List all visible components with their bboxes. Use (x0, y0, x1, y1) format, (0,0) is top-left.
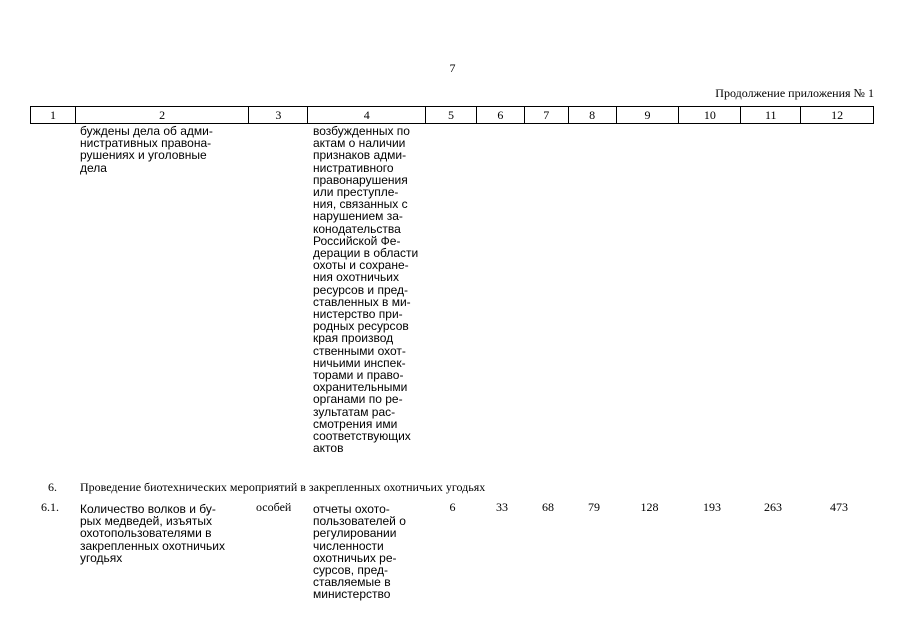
header-col-10: 10 (679, 107, 741, 123)
value-col-11: 263 (764, 500, 782, 514)
header-col-3: 3 (249, 107, 308, 123)
section-number: 6. (48, 480, 57, 494)
row-source: отчеты охото- пользователей о регулировании численности охотничьих ре- сурсов, пред- ставляемые в министерство (313, 502, 406, 602)
header-col-6: 6 (477, 107, 525, 123)
header-col-5: 5 (426, 107, 477, 123)
value-col-8: 79 (588, 500, 600, 514)
row-unit: особей (256, 500, 292, 514)
value-col-9: 128 (640, 500, 659, 514)
header-col-8: 8 (569, 107, 617, 123)
continuation-row-source: возбужденных по актам о наличии признаков адми- нистративного правонарушения или преступле- ния, связанных с нарушением за- конодательства Российской Фе- дерации в области охоты и сохране- ния охотничьих ресурсов и пред- ставленных в ми- нистерство при- родных ресурсов края производ ственными охот- ничьими инспек- торами и право- охранительными органами по ре- зультатам рас- смотрения ими соответствующих актов (313, 124, 419, 456)
page-number: 7 (449, 61, 456, 75)
continuation-row-name: буждены дела об адми- нистративных правона- рушениях и уголовные дела (80, 124, 213, 175)
row-name: Количество волков и бу- рых медведей, изъятых охотопользователями в закрепленных охотничьих угодьях (80, 502, 226, 565)
header-col-7: 7 (525, 107, 569, 123)
value-col-10: 193 (703, 500, 721, 514)
row-number: 6.1. (41, 500, 59, 514)
value-col-12: 473 (830, 500, 848, 514)
value-col-5: 6 (449, 500, 456, 514)
header-col-2: 2 (76, 107, 250, 123)
value-col-7: 68 (542, 500, 554, 514)
value-col-6: 33 (496, 500, 508, 514)
header-col-4: 4 (308, 107, 426, 123)
section-title: Проведение биотехнических мероприятий в закрепленных охотничьих угодьях (80, 480, 486, 494)
header-col-11: 11 (741, 107, 801, 123)
continuation-label: Продолжение приложения № 1 (715, 86, 874, 100)
header-col-1: 1 (31, 107, 76, 123)
header-col-12: 12 (831, 108, 844, 122)
header-col-9: 9 (617, 107, 680, 123)
table-header-row (30, 106, 874, 124)
